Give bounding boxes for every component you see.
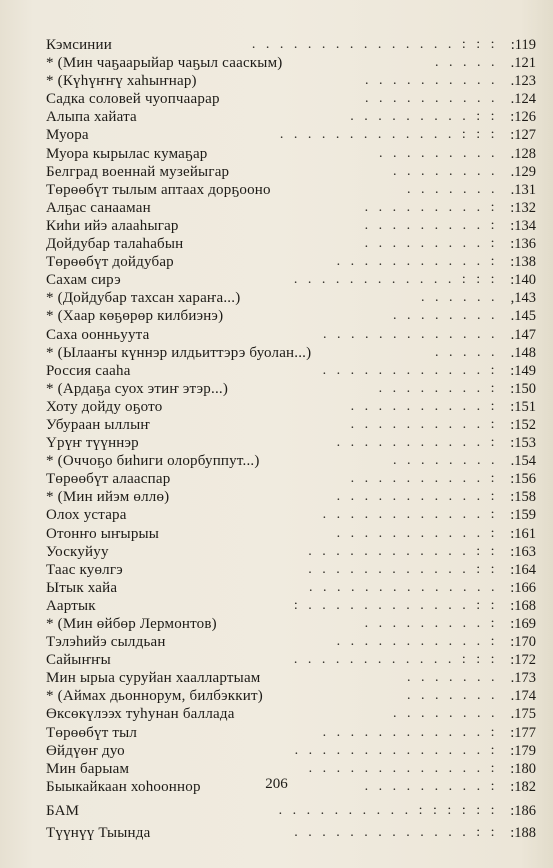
toc-entry-page-number: :177 bbox=[510, 724, 536, 741]
toc-entry-leader: . . . . . . . . . . . . : bbox=[322, 362, 498, 378]
toc-entry-leader: . . . . . . . . . . : bbox=[350, 398, 498, 414]
toc-entry bbox=[46, 326, 536, 344]
toc-entry bbox=[46, 525, 536, 543]
table-of-contents bbox=[46, 36, 536, 842]
toc-entry bbox=[46, 615, 536, 633]
toc-entry-title: * (Мин ийэм өллө) bbox=[46, 489, 170, 506]
toc-entry-page-number: .121 bbox=[510, 55, 536, 72]
toc-entry-leader: . . . . . . . . . . . : bbox=[336, 489, 498, 505]
toc-entry-page-number: .145 bbox=[510, 308, 536, 325]
toc-entry-page-number: :159 bbox=[510, 507, 536, 524]
toc-entry-page-number: :132 bbox=[510, 199, 536, 216]
toc-entry-page-number: :180 bbox=[510, 760, 536, 777]
toc-entry-page-number: :168 bbox=[510, 597, 536, 614]
toc-entry-title: * (Аймах дьоннорум, билбэккит) bbox=[46, 688, 263, 705]
toc-entry-title: Өксөкүлээх туһунан баллада bbox=[46, 706, 235, 723]
toc-entry bbox=[46, 217, 536, 235]
toc-entry-leader: . . . . . . . . . . . . . . : bbox=[294, 742, 498, 758]
toc-entry-leader: . . . . . . . . bbox=[393, 163, 498, 179]
toc-entry-leader: . . . . . . . . . . . . . : : : bbox=[279, 127, 498, 143]
toc-entry-page-number: :136 bbox=[510, 236, 536, 253]
toc-entry-leader: . . . . . . bbox=[421, 290, 498, 306]
toc-entry-page-number: :163 bbox=[510, 543, 536, 560]
toc-entry-leader: . . . . . . . . . : bbox=[364, 778, 498, 794]
toc-entry bbox=[46, 824, 536, 842]
toc-entry bbox=[46, 488, 536, 506]
toc-entry bbox=[46, 307, 536, 325]
toc-entry-leader: . . . . . . . . . . . . : : : bbox=[293, 272, 498, 288]
toc-entry-title: Киһи ийэ алааһыгар bbox=[46, 217, 179, 234]
toc-entry bbox=[46, 724, 536, 742]
toc-entry-title: * (Күһүҥҥү хаһыҥнар) bbox=[46, 73, 197, 90]
toc-entry-leader: . . . . . . . . . : bbox=[364, 217, 498, 233]
toc-entry-leader: . . . . . . . . . . . . . : : bbox=[294, 825, 498, 841]
toc-entry-title: * (Мин чаҕаарыйар чаҕыл сааскым) bbox=[46, 55, 283, 72]
toc-entry-leader: . . . . . bbox=[435, 55, 498, 71]
toc-entry-leader: . . . . . . . . . . . . : : bbox=[308, 543, 498, 559]
toc-entry-title: * (Дойдубар тахсан хараҥа...) bbox=[46, 290, 241, 307]
toc-entry bbox=[46, 669, 536, 687]
toc-entry bbox=[46, 633, 536, 651]
toc-entry-page-number: ,143 bbox=[510, 290, 536, 307]
toc-entry-page-number: .174 bbox=[510, 688, 536, 705]
toc-entry-page-number: :153 bbox=[510, 435, 536, 452]
toc-entry-title: Төрөөбүт тылым аптаах дорҕооно bbox=[46, 181, 271, 198]
toc-entry bbox=[46, 90, 536, 108]
toc-entry-title: Уоскуйуу bbox=[46, 543, 109, 560]
toc-entry-title: * (Мин өйбөр Лермонтов) bbox=[46, 616, 217, 632]
toc-entry-page-number: :119 bbox=[510, 37, 536, 53]
toc-entry-leader: . . . . . . . . . . . . . . bbox=[309, 579, 498, 595]
toc-entry bbox=[46, 253, 536, 271]
toc-entry-page-number: :149 bbox=[510, 362, 536, 379]
toc-entry-leader: . . . . . . . . . . . . : bbox=[322, 724, 498, 740]
toc-entry-title: Сахам сирэ bbox=[46, 272, 121, 289]
toc-entry-leader: . . . . . . . . . . : : : : : : bbox=[278, 802, 498, 818]
toc-entry-page-number: .128 bbox=[510, 145, 536, 162]
toc-entry-page-number: .148 bbox=[510, 344, 536, 361]
toc-entry-title: Ытык хайа bbox=[46, 579, 118, 596]
toc-entry bbox=[46, 434, 536, 452]
toc-entry-page-number: :166 bbox=[510, 579, 536, 596]
toc-entry-page-number: :169 bbox=[510, 616, 536, 632]
toc-entry-page-number: :126 bbox=[510, 109, 536, 126]
toc-entry-title: Төрөөбүт алааспар bbox=[46, 471, 171, 488]
toc-entry-title: Дойдубар талаһабын bbox=[46, 236, 184, 253]
toc-entry-page-number: .154 bbox=[510, 453, 536, 470]
toc-entry-leader: . . . . . . . . . bbox=[379, 145, 498, 161]
toc-entry-title: Өйдүөҥ дуо bbox=[46, 742, 125, 759]
toc-entry bbox=[46, 398, 536, 416]
toc-entry bbox=[46, 344, 536, 362]
toc-entry-leader: . . . . . . . . . . . : bbox=[336, 435, 498, 451]
toc-entry-title: Кэмсинии bbox=[46, 37, 112, 53]
toc-entry-leader: . . . . . . . . . : : bbox=[350, 109, 498, 125]
toc-entry-title: Алҕас санааман bbox=[46, 199, 151, 216]
toc-entry-leader: : . . . . . . . . . . . . : : bbox=[293, 597, 498, 613]
toc-entry-page-number: .123 bbox=[510, 73, 536, 90]
toc-entry bbox=[46, 126, 536, 144]
toc-entry bbox=[46, 597, 536, 615]
toc-entry-page-number: :188 bbox=[510, 825, 536, 842]
toc-entry-leader: . . . . . . . . . . : bbox=[350, 471, 498, 487]
toc-entry bbox=[46, 36, 536, 54]
toc-entry-title: Сайыҥҥы bbox=[46, 652, 111, 669]
toc-entry bbox=[46, 651, 536, 669]
toc-entry bbox=[46, 742, 536, 760]
toc-entry-leader: . . . . . . . bbox=[407, 670, 498, 686]
toc-entry bbox=[46, 380, 536, 398]
toc-entry-leader: . . . . . . . . bbox=[393, 308, 498, 324]
toc-entry-leader: . . . . . . . . . . . : bbox=[336, 254, 498, 270]
toc-entry-title: * (Оччоҕо биһиги олорбуппут...) bbox=[46, 453, 260, 470]
toc-entry bbox=[46, 54, 536, 72]
toc-entry bbox=[46, 235, 536, 253]
toc-entry-page-number: :179 bbox=[510, 742, 536, 759]
toc-entry bbox=[46, 506, 536, 524]
toc-entry-title: Төрөөбүт тыл bbox=[46, 724, 138, 741]
toc-entry-page-number: :158 bbox=[510, 489, 536, 506]
toc-entry-page-number: :138 bbox=[510, 254, 536, 271]
toc-entry-page-number: .124 bbox=[510, 91, 536, 108]
toc-entry bbox=[46, 163, 536, 181]
toc-entry-leader: . . . . . . . . . . : bbox=[350, 416, 498, 432]
toc-entry bbox=[46, 561, 536, 579]
toc-entry-leader: . . . . . . . . . . . . : : bbox=[308, 561, 498, 577]
toc-entry bbox=[46, 416, 536, 434]
toc-entry bbox=[46, 543, 536, 561]
toc-entry-leader: . . . . . . . . . . . . . bbox=[323, 326, 498, 342]
toc-entry-page-number: :186 bbox=[510, 802, 536, 819]
toc-entry-page-number: :151 bbox=[510, 398, 536, 415]
toc-entry-page-number: :161 bbox=[510, 525, 536, 542]
toc-entry-page-number: :156 bbox=[510, 471, 536, 488]
toc-entry-title: Саха оонньуута bbox=[46, 326, 150, 343]
toc-entry-leader: . . . . . . . . . . . . . : bbox=[308, 760, 498, 776]
toc-entry-title: * (Ылааҥы күннэр илдьиттэрэ буолан...) bbox=[46, 344, 312, 361]
toc-entry bbox=[46, 452, 536, 470]
toc-entry bbox=[46, 362, 536, 380]
toc-entry-leader: . . . . . . . . . : bbox=[364, 199, 498, 215]
toc-entry bbox=[46, 687, 536, 705]
toc-entry-title: Тэлэһийэ сылдьан bbox=[46, 634, 166, 651]
toc-entry-title: Хоту дойду оҕото bbox=[46, 398, 163, 415]
toc-entry-leader: . . . . . . . bbox=[407, 688, 498, 704]
toc-entry-page-number: :134 bbox=[510, 217, 536, 234]
toc-entry bbox=[46, 145, 536, 163]
toc-entry bbox=[46, 271, 536, 289]
toc-entry-page-number: :127 bbox=[510, 127, 536, 144]
toc-entry-leader: . . . . . . . . . : bbox=[364, 616, 498, 631]
toc-entry bbox=[46, 181, 536, 199]
toc-entry-title: Мин ырыа суруйан хааллартыам bbox=[46, 670, 261, 687]
toc-entry-title: Садка соловей чуопчаарар bbox=[46, 91, 220, 108]
toc-entry-title: * (Хаар көҕөрөр килбиэнэ) bbox=[46, 308, 224, 325]
toc-entry bbox=[46, 108, 536, 126]
toc-entry-page-number: :152 bbox=[510, 416, 536, 433]
toc-entry-page-number: :170 bbox=[510, 634, 536, 651]
toc-entry-leader: . . . . . . . . bbox=[393, 453, 498, 469]
toc-entry-leader: . . . . . . . . . . . . : : : bbox=[293, 652, 498, 668]
toc-entry-page-number: .175 bbox=[510, 706, 536, 723]
toc-entry-page-number: :164 bbox=[510, 561, 536, 578]
toc-entry bbox=[46, 705, 536, 723]
toc-entry-page-number: :150 bbox=[510, 380, 536, 397]
toc-entry-title: Убураан ыллыҥ bbox=[46, 416, 150, 433]
toc-entry bbox=[46, 579, 536, 597]
toc-entry-leader: . . . . . . . . . . bbox=[365, 91, 498, 107]
toc-entry-title: Муора кырылас кумаҕар bbox=[46, 145, 208, 162]
toc-entry-leader: . . . . . . . . . : bbox=[364, 236, 498, 252]
toc-entry-title: Олох устара bbox=[46, 507, 127, 524]
toc-entry-page-number: .131 bbox=[510, 181, 536, 198]
toc-entry-leader: . . . . . . . . bbox=[393, 706, 498, 722]
toc-entry-leader: . . . . . . . bbox=[407, 181, 498, 197]
toc-entry-page-number: .129 bbox=[510, 163, 536, 180]
toc-entry-leader: . . . . . bbox=[435, 344, 498, 360]
toc-entry-title: БАМ bbox=[46, 802, 80, 819]
toc-entry-page-number: :140 bbox=[510, 272, 536, 289]
page-number: 206 bbox=[265, 776, 288, 792]
toc-entry-title: Түүнүү Тыында bbox=[46, 825, 151, 842]
toc-entry-page-number: .147 bbox=[510, 326, 536, 343]
toc-entry-leader: . . . . . . . . . . . . . . . : : : bbox=[251, 37, 498, 52]
toc-entry bbox=[46, 802, 536, 820]
toc-entry-title: Мин барыам bbox=[46, 760, 130, 777]
toc-entry-leader: . . . . . . . . . . . : bbox=[336, 634, 498, 650]
toc-entry bbox=[46, 199, 536, 217]
toc-entry-title: Быыкайкаан хоһооннор bbox=[46, 778, 201, 795]
toc-entry bbox=[46, 470, 536, 488]
toc-entry-title: Үрүҥ түүннэр bbox=[46, 435, 139, 452]
toc-entry bbox=[46, 289, 536, 307]
toc-entry-leader: . . . . . . . . : bbox=[378, 380, 498, 396]
toc-entry-leader: . . . . . . . . . . . : bbox=[336, 525, 498, 541]
toc-entry-title: Россия сааһа bbox=[46, 362, 131, 379]
toc-entry-title: Белград военнай музейыгар bbox=[46, 163, 230, 180]
toc-entry-leader: . . . . . . . . . . . . : bbox=[322, 507, 498, 523]
toc-entry-page-number: :172 bbox=[510, 652, 536, 669]
toc-entry-title: * (Ардаҕа суох этиҥ этэр...) bbox=[46, 380, 229, 397]
toc-entry-title: Муора bbox=[46, 127, 89, 144]
toc-entry-leader: . . . . . . . . . . bbox=[365, 73, 498, 89]
toc-entry-page-number: .173 bbox=[510, 670, 536, 687]
toc-entry-title: Төрөөбүт дойдубар bbox=[46, 254, 174, 271]
toc-entry-title: Аартык bbox=[46, 597, 96, 614]
toc-entry bbox=[46, 72, 536, 90]
toc-entry-title: Отонҥо ыҥырыы bbox=[46, 525, 160, 542]
toc-entry-title: Алыпа хайата bbox=[46, 109, 137, 126]
toc-entry-page-number: :182 bbox=[510, 778, 536, 795]
toc-entry-title: Таас куөлгэ bbox=[46, 561, 123, 578]
